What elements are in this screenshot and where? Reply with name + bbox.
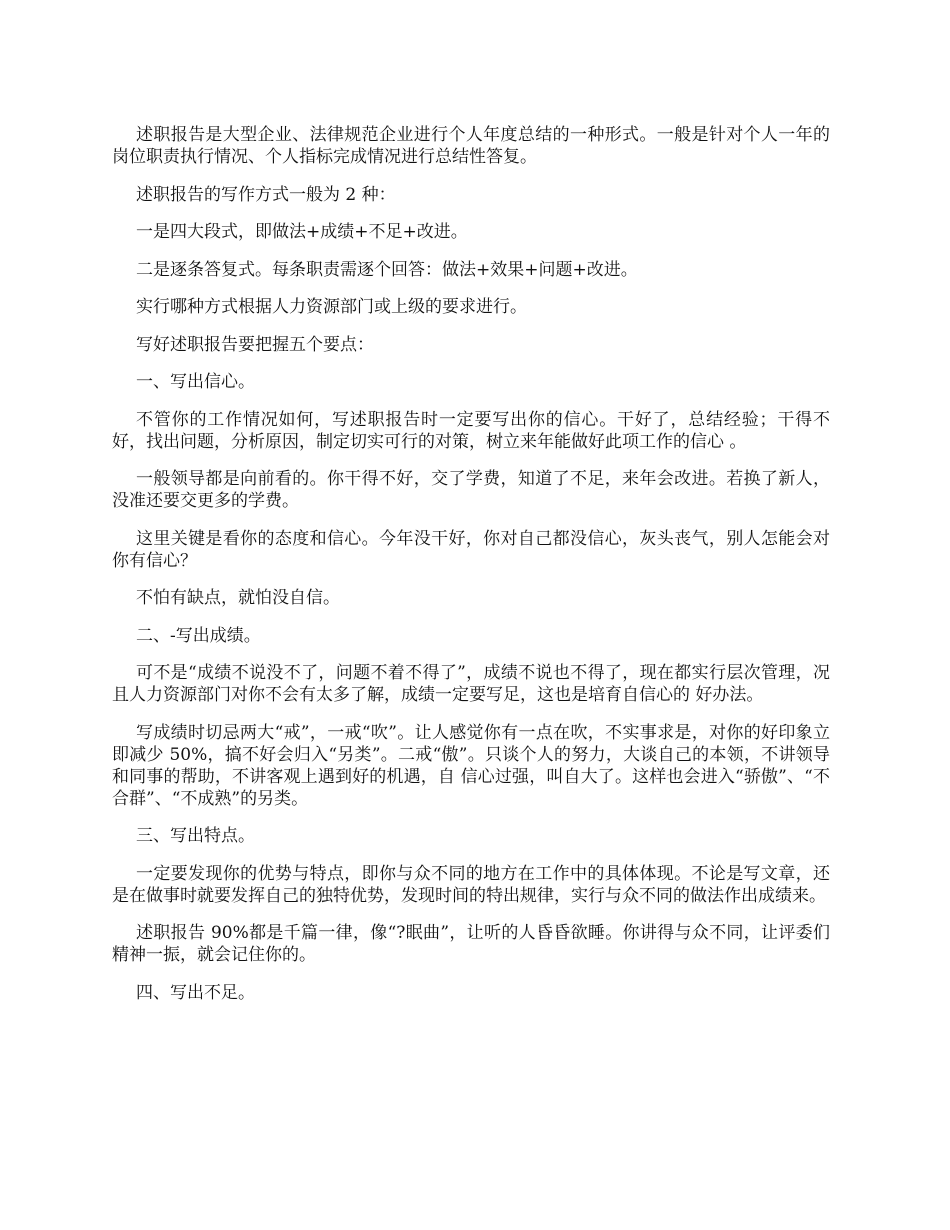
paragraph-confidence-3: 这里关键是看你的态度和信心。今年没干好，你对自己都没信心，灰头丧气，别人怎能会对你有信心？ xyxy=(112,528,830,571)
section-heading-confidence: 一、写出信心。 xyxy=(136,372,255,392)
paragraph-confidence-4: 不怕有缺点，就怕没自信。 xyxy=(136,588,340,608)
paragraph-intro: 述职报告是大型企业、法律规范企业进行个人年度总结的一种形式。一般是针对个人一年的岗位职责执行情况、个人指标完成情况进行总结性答复。 xyxy=(112,125,830,167)
document-body xyxy=(112,124,830,1019)
paragraph-method-choice: 实行哪种方式根据人力资源部门或上级的要求进行。 xyxy=(136,297,527,317)
section-heading-shortcomings: 四、写出不足。 xyxy=(136,982,255,1003)
paragraph-features-2: 述职报告 90%都是千篇一律，像“?眠曲”，让听的人昏昏欲睡。你讲得与众不同，让评委们精神一振，就会记住你的。 xyxy=(112,923,830,965)
paragraph-features-1: 一定要发现你的优势与特点，即你与众不同的地方在工作中的具体体现。不论是写文章，还是在做事时就要发挥自己的独特优势，发现时间的特出规律，实行与众不同的做法作出成绩来。 xyxy=(112,863,830,906)
section-heading-achievements: 二、-写出成绩。 xyxy=(136,625,261,646)
paragraph-methods-count: 述职报告的写作方式一般为 2 种： xyxy=(136,184,396,205)
paragraph-method-two: 二是逐条答复式。每条职责需逐个回答：做法+效果+问题+改进。 xyxy=(136,259,638,280)
paragraph-achievements-2: 写成绩时切忌两大“戒”，一戒“吹”。让人感觉你有一点在吹，不实事求是，对你的好印象立即减少 50%，搞不好会归入“另类”。二戒“傲”。只谈个人的努力，大谈自己的本领，不讲领导和同事的帮助，不讲客观上遇到好的机遇，自 信心过强，叫自大了。这样也会进入“骄傲”、“不合群”、“不成熟”的另类。 xyxy=(112,722,830,809)
section-heading-features: 三、写出特点。 xyxy=(136,826,255,846)
paragraph-achievements-1: 可不是“成绩不说没不了，问题不着不得了”，成绩不说也不得了，现在都实行层次管理，况且人力资源部门对你不会有太多了解，成绩一定要写足，这也是培育自信心的 好办法。 xyxy=(112,663,830,705)
paragraph-confidence-2: 一般领导都是向前看的。你干得不好，交了学费，知道了不足，来年会改进。若换了新人，没准还要交更多的学费。 xyxy=(112,469,830,511)
paragraph-method-one: 一是四大段式，即做法+成绩+不足+改进。 xyxy=(136,222,468,242)
paragraph-confidence-1: 不管你的工作情况如何，写述职报告时一定要写出你的信心。干好了，总结经验；干得不好，找出问题，分析原因，制定切实可行的对策，树立来年能做好此项工作的信心 。 xyxy=(112,409,830,452)
paragraph-five-points: 写好述职报告要把握五个要点： xyxy=(136,334,374,355)
